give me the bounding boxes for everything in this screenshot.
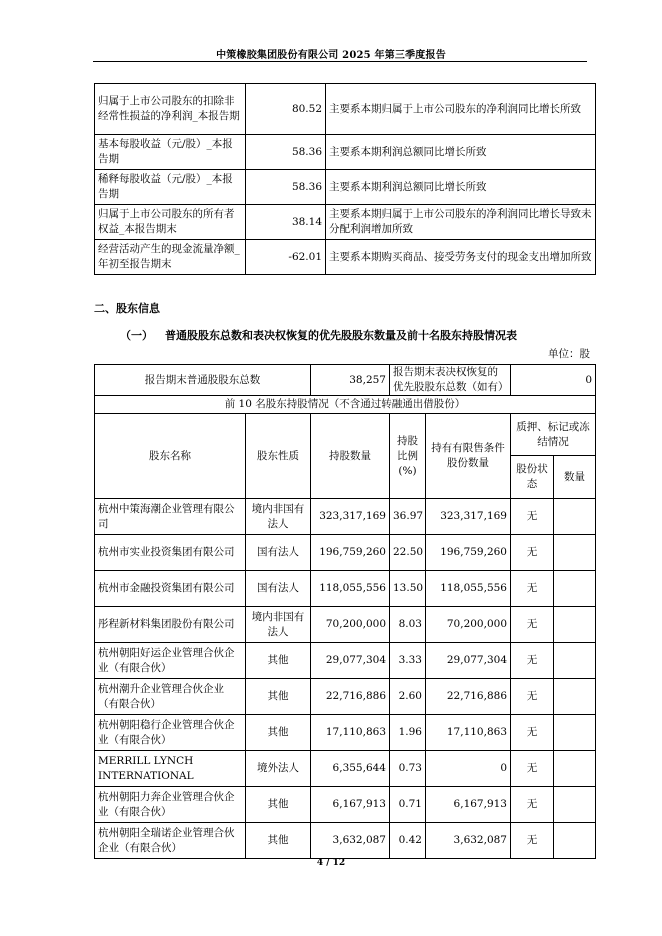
indicator-change: 58.36	[246, 170, 326, 205]
shareholder-restricted: 17,110,863	[426, 715, 511, 751]
shareholder-shares: 29,077,304	[311, 643, 390, 679]
shareholder-restricted: 70,200,000	[426, 607, 511, 643]
table-row	[95, 751, 596, 787]
subsection-text: 普通股股东总数和表决权恢复的优先股股东数量及前十名股东持股情况表	[165, 329, 517, 342]
header-row	[95, 414, 596, 456]
shareholder-shares: 22,716,886	[311, 679, 390, 715]
indicator-reason: 主要系本期归属于上市公司股东的净利润同比增长所致	[326, 84, 596, 135]
shareholder-restricted: 0	[426, 751, 511, 787]
shareholder-nature: 其他	[246, 823, 311, 859]
shareholder-ratio: 8.03	[390, 607, 426, 643]
subsection-label: （一）	[120, 329, 153, 342]
shareholder-nature: 其他	[246, 643, 311, 679]
shareholder-nature: 其他	[246, 679, 311, 715]
shareholder-name: 杭州市实业投资集团有限公司	[95, 535, 246, 571]
pledge-status: 无	[511, 679, 554, 715]
pledge-status: 无	[511, 535, 554, 571]
table-row	[95, 787, 596, 823]
table-row	[95, 535, 596, 571]
pledge-status: 无	[511, 823, 554, 859]
shareholder-restricted: 6,167,913	[426, 787, 511, 823]
shareholder-shares: 118,055,556	[311, 571, 390, 607]
table-row	[95, 205, 596, 240]
summary-row	[95, 365, 596, 396]
pledge-status: 无	[511, 787, 554, 823]
pledge-qty	[554, 787, 596, 823]
table-row	[95, 170, 596, 205]
pledge-qty	[554, 679, 596, 715]
shareholder-restricted: 196,759,260	[426, 535, 511, 571]
col-header-nature: 股东性质	[246, 414, 311, 499]
shareholder-ratio: 22.50	[390, 535, 426, 571]
shareholder-ratio: 2.60	[390, 679, 426, 715]
indicator-reason: 主要系本期购买商品、接受劳务支付的现金支出增加所致	[326, 240, 596, 275]
indicator-reason: 主要系本期利润总额同比增长所致	[326, 170, 596, 205]
pledge-qty	[554, 535, 596, 571]
shareholder-shares: 70,200,000	[311, 607, 390, 643]
col-header-ratio: 持股比例(%)	[390, 414, 426, 499]
section-title: 二、股东信息	[94, 302, 160, 315]
shareholder-ratio: 0.71	[390, 787, 426, 823]
pledge-status: 无	[511, 571, 554, 607]
shareholder-name: MERRILL LYNCH INTERNATIONAL	[95, 751, 246, 787]
indicator-name: 基本每股收益（元/股）_本报告期	[95, 135, 246, 170]
pledge-status: 无	[511, 751, 554, 787]
table-row	[95, 84, 596, 135]
shareholder-shares: 323,317,169	[311, 499, 390, 535]
col-header-restricted: 持有有限售条件股份数量	[426, 414, 511, 499]
shareholder-restricted: 323,317,169	[426, 499, 511, 535]
shareholder-name: 杭州朝阳好运企业管理合伙企业（有限合伙）	[95, 643, 246, 679]
shareholder-ratio: 3.33	[390, 643, 426, 679]
pledge-qty	[554, 643, 596, 679]
shareholder-restricted: 22,716,886	[426, 679, 511, 715]
indicator-reason: 主要系本期利润总额同比增长所致	[326, 135, 596, 170]
table-row	[95, 823, 596, 859]
shareholder-nature: 其他	[246, 715, 311, 751]
shareholder-ratio: 0.73	[390, 751, 426, 787]
shareholder-shares: 17,110,863	[311, 715, 390, 751]
pledge-qty	[554, 751, 596, 787]
shareholder-nature: 国有法人	[246, 535, 311, 571]
shareholder-name: 杭州朝阳力奔企业管理合伙企业（有限合伙）	[95, 787, 246, 823]
indicator-name: 归属于上市公司股东的所有者权益_本报告期末	[95, 205, 246, 240]
shareholder-ratio: 0.42	[390, 823, 426, 859]
common-holders-value: 38,257	[311, 365, 390, 396]
shareholder-name: 杭州中策海潮企业管理有限公司	[95, 499, 246, 535]
shareholder-restricted: 3,632,087	[426, 823, 511, 859]
shareholder-shares: 6,355,644	[311, 751, 390, 787]
shareholder-shares: 6,167,913	[311, 787, 390, 823]
shareholder-nature: 其他	[246, 787, 311, 823]
indicator-name: 稀释每股收益（元/股）_本报告期	[95, 170, 246, 205]
header-divider	[93, 61, 587, 62]
shareholder-nature: 境内非国有法人	[246, 607, 311, 643]
shareholder-shares: 3,632,087	[311, 823, 390, 859]
shareholder-nature: 境内非国有法人	[246, 499, 311, 535]
report-header: 中策橡胶集团股份有限公司 2025 年第三季度报告	[216, 50, 446, 61]
common-holders-label: 报告期末普通股股东总数	[95, 365, 311, 396]
pledge-qty	[554, 571, 596, 607]
indicator-reason: 主要系本期归属于上市公司股东的净利润同比增长导致未分配利润增加所致	[326, 205, 596, 240]
col-header-pledge: 质押、标记或冻结情况	[511, 414, 596, 456]
shareholder-name: 彤程新材料集团股份有限公司	[95, 607, 246, 643]
indicator-change: -62.01	[246, 240, 326, 275]
table-row	[95, 135, 596, 170]
shareholder-shares: 196,759,260	[311, 535, 390, 571]
pledge-status: 无	[511, 607, 554, 643]
unit-label: 单位：股	[548, 348, 590, 360]
table-row	[95, 643, 596, 679]
shareholder-nature: 境外法人	[246, 751, 311, 787]
table-row	[95, 240, 596, 275]
table-row	[95, 715, 596, 751]
indicator-name: 经营活动产生的现金流量净额_年初至报告期末	[95, 240, 246, 275]
shareholder-name: 杭州朝阳稳行企业管理合伙企业（有限合伙）	[95, 715, 246, 751]
table-row	[95, 607, 596, 643]
col-header-shares: 持股数量	[311, 414, 390, 499]
shareholder-ratio: 36.97	[390, 499, 426, 535]
shareholder-ratio: 13.50	[390, 571, 426, 607]
indicator-change: 58.36	[246, 135, 326, 170]
pledge-status: 无	[511, 643, 554, 679]
top10-title-row	[95, 396, 596, 414]
pledge-status: 无	[511, 715, 554, 751]
shareholder-name: 杭州市金融投资集团有限公司	[95, 571, 246, 607]
pledge-status: 无	[511, 499, 554, 535]
shareholder-nature: 国有法人	[246, 571, 311, 607]
col-header-pledge-qty: 数量	[554, 456, 596, 499]
indicator-name: 归属于上市公司股东的扣除非经常性损益的净利润_本报告期	[95, 84, 246, 135]
shareholder-restricted: 29,077,304	[426, 643, 511, 679]
indicator-change: 80.52	[246, 84, 326, 135]
table-row	[95, 499, 596, 535]
col-header-name: 股东名称	[95, 414, 246, 499]
table-row	[95, 679, 596, 715]
preferred-holders-label: 报告期末表决权恢复的优先股股东总数（如有）	[390, 365, 511, 396]
indicator-change: 38.14	[246, 205, 326, 240]
pledge-qty	[554, 715, 596, 751]
shareholder-ratio: 1.96	[390, 715, 426, 751]
shareholder-restricted: 118,055,556	[426, 571, 511, 607]
col-header-pledge-status: 股份状态	[511, 456, 554, 499]
preferred-holders-value: 0	[511, 365, 596, 396]
indicator-change-table	[94, 83, 596, 275]
shareholder-name: 杭州潮升企业管理合伙企业（有限合伙）	[95, 679, 246, 715]
subsection-title	[120, 327, 517, 343]
pledge-qty	[554, 607, 596, 643]
top10-title: 前 10 名股东持股情况（不含通过转融通出借股份）	[95, 396, 596, 414]
page-number: 4 / 12	[316, 858, 346, 868]
pledge-qty	[554, 499, 596, 535]
pledge-qty	[554, 823, 596, 859]
shareholder-name: 杭州朝阳全瑞诺企业管理合伙企业（有限合伙）	[95, 823, 246, 859]
table-row	[95, 571, 596, 607]
shareholder-table	[94, 364, 596, 859]
